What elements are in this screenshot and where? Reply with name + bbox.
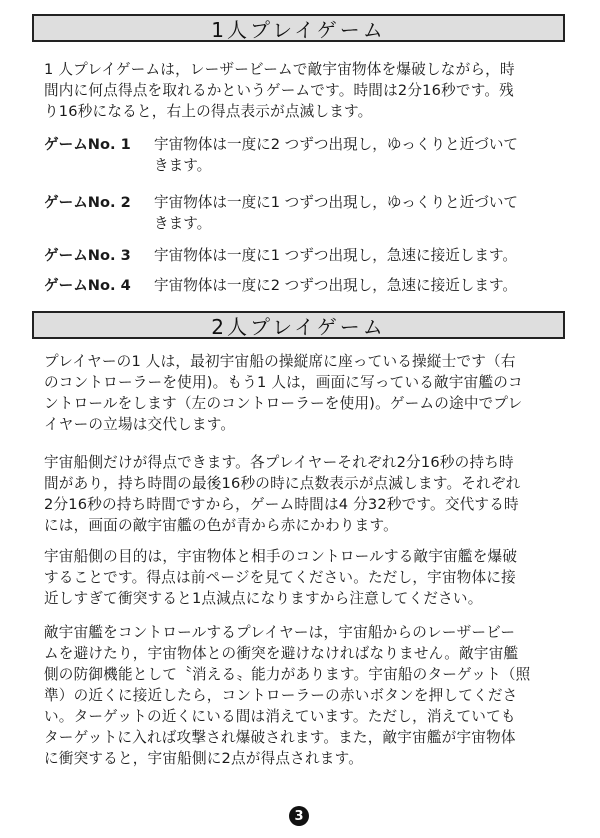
game-description <box>154 192 564 234</box>
text-line: 間があり，持ち時間の最後16秒の時に点数表示が点滅します。それぞれ <box>44 475 521 492</box>
text-line: 近しすぎて衝突すると1点減点になりますから注意してください。 <box>44 590 483 607</box>
section-title: 1人プレイゲーム <box>211 17 386 42</box>
text-line: ントロールをします（左のコントローラーを使用)。ゲームの途中でプレ <box>44 395 523 412</box>
text-line: のコントローラーを使用)。もう1 人は，画面に写っている敵宇宙艦のコ <box>44 374 523 391</box>
text-line: 側の防御機能として〝消える〟能力があります。宇宙船のターゲット（照 <box>44 666 531 683</box>
text-line: 宇宙船側の目的は，宇宙物体と相手のコントロールする敵宇宙艦を爆破 <box>44 548 518 565</box>
section-header-two-player <box>32 311 565 339</box>
game-label: ゲームNo. 2 <box>44 194 131 211</box>
text-line: 宇宙物体は一度に1 つずつ出現し，ゆっくりと近づいて <box>154 194 519 211</box>
game-label: ゲームNo. 1 <box>44 136 131 153</box>
text-line: 宇宙物体は一度に2 つずつ出現し，ゆっくりと近づいて <box>154 136 519 153</box>
section-title: 2人プレイゲーム <box>211 314 386 339</box>
two-player-paragraph-2 <box>44 452 564 536</box>
text-line: 宇宙船側だけが得点できます。各プレイヤーそれぞれ2分16秒の持ち時 <box>44 454 514 471</box>
text-line: することです。得点は前ページを見てください。ただし，宇宙物体に接 <box>44 569 516 586</box>
text-line: 間内に何点得点を取れるかというゲームです。時間は2分16秒です。残 <box>44 82 514 99</box>
text-line: 準）の近くに接近したら，コントローラーの赤いボタンを押してくださ <box>44 687 518 704</box>
game-description <box>154 275 564 296</box>
game-label: ゲームNo. 3 <box>44 247 131 264</box>
text-line: きます。 <box>154 215 212 232</box>
text-line: 1 人プレイゲームは，レーザービームで敵宇宙物体を爆破しながら，時 <box>44 61 515 78</box>
game-label: ゲームNo. 4 <box>44 277 131 294</box>
text-line: 宇宙物体は一度に2 つずつ出現し，急速に接近します。 <box>154 277 518 294</box>
text-line: 2分16秒の持ち時間ですから，ゲーム時間は4 分32秒です。交代する時 <box>44 496 519 513</box>
page-number: 3 <box>289 806 309 826</box>
two-player-paragraph-1 <box>44 351 564 435</box>
text-line: には，画面の敵宇宙艦の色が青から赤にかわります。 <box>44 517 398 534</box>
game-description <box>154 245 564 266</box>
single-player-intro <box>44 59 564 122</box>
two-player-paragraph-3 <box>44 546 564 609</box>
text-line: プレイヤーの1 人は，最初宇宙船の操縦席に座っている操縦士です（右 <box>44 353 516 370</box>
text-line: に衝突すると，宇宙船側に2点が得点されます。 <box>44 750 363 767</box>
game-description <box>154 134 564 176</box>
text-line: きます。 <box>154 157 212 174</box>
text-line: ムを避けたり，宇宙物体との衝突を避けなければなりません。敵宇宙艦 <box>44 645 519 662</box>
two-player-paragraph-4 <box>44 622 564 769</box>
text-line: り16秒になると，右上の得点表示が点滅します。 <box>44 103 373 120</box>
text-line: い。ターゲットの近くにいる間は消えています。ただし，消えていても <box>44 708 516 725</box>
section-header-single-player <box>32 14 565 42</box>
text-line: 敵宇宙艦をコントロールするプレイヤーは，宇宙船からのレーザービー <box>44 624 516 641</box>
text-line: ターゲットに入れば攻撃され爆破されます。また，敵宇宙艦が宇宙物体 <box>44 729 516 746</box>
text-line: 宇宙物体は一度に1 つずつ出現し，急速に接近します。 <box>154 247 518 264</box>
text-line: イヤーの立場は交代します。 <box>44 416 236 433</box>
